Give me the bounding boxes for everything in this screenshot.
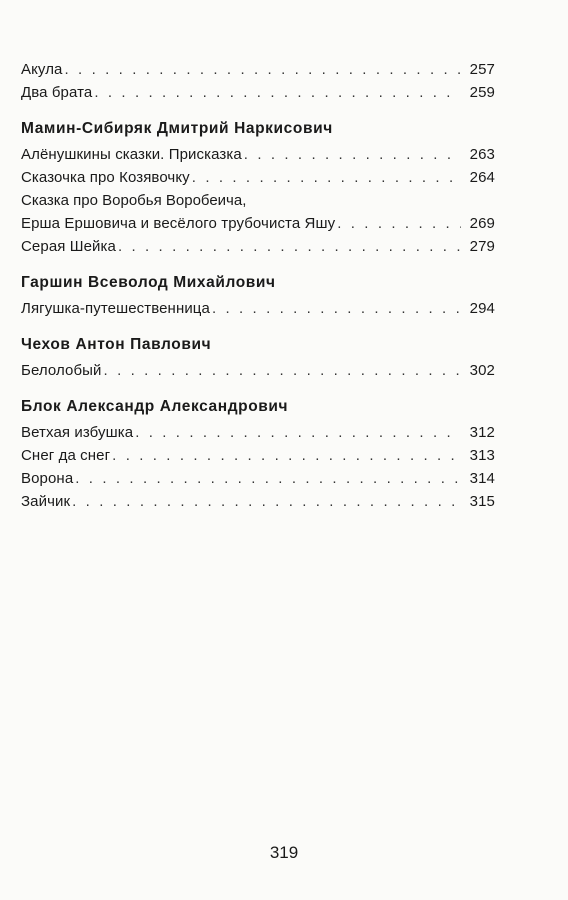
toc-entry-title: Белолобый	[21, 362, 102, 379]
toc-entry-title: Ерша Ершовича и весёлого трубочиста Яшу	[21, 215, 336, 232]
toc-group-tail	[21, 58, 495, 104]
dot-leader	[192, 166, 461, 189]
toc-entry-page: 294	[469, 300, 495, 317]
dot-leader	[75, 467, 461, 490]
toc-entry-title: Зайчик	[21, 493, 71, 510]
toc-entry-title: Ворона	[21, 470, 74, 487]
toc-entry	[21, 467, 495, 490]
toc-entry	[21, 490, 495, 513]
dot-leader	[118, 235, 461, 258]
dot-leader	[104, 359, 461, 382]
page-number: 319	[269, 843, 299, 862]
toc-entry	[21, 143, 495, 166]
toc-entry-title: Лягушка-путешественница	[21, 300, 210, 317]
toc-entry	[21, 81, 495, 104]
toc-entry-page: 315	[469, 493, 495, 510]
toc-entry-page: 312	[469, 424, 495, 441]
toc-entry-title: Алёнушкины сказки. Присказка	[21, 146, 242, 163]
toc-group-blok	[21, 396, 495, 513]
author-heading: Чехов Антон Павлович	[21, 336, 212, 353]
author-heading: Гаршин Всеволод Михайлович	[21, 274, 276, 291]
toc-entry-title: Ветхая избушка	[21, 424, 134, 441]
toc-entry-title: Серая Шейка	[21, 238, 116, 255]
toc-entry	[21, 444, 495, 467]
toc-entry-page: 279	[469, 238, 495, 255]
toc-group-chekhov	[21, 334, 495, 382]
author-heading: Блок Александр Александрович	[21, 398, 289, 415]
toc-entry	[21, 421, 495, 444]
toc-entry-title-line: Сказка про Воробья Воробеича,	[21, 192, 247, 209]
author-heading: Мамин-Сибиряк Дмитрий Наркисович	[21, 120, 333, 137]
toc-entry-page: 257	[469, 61, 495, 78]
dot-leader	[112, 444, 461, 467]
toc-entry	[21, 359, 495, 382]
toc-entry	[21, 212, 495, 235]
toc-entry-title: Два брата	[21, 84, 93, 101]
dot-leader	[135, 421, 461, 444]
toc-entry-page: 302	[469, 362, 495, 379]
toc-entry	[21, 297, 495, 320]
dot-leader	[337, 212, 461, 235]
dot-leader	[72, 490, 461, 513]
toc-entry-title: Акула	[21, 61, 63, 78]
dot-leader	[244, 143, 461, 166]
toc-entry-title: Сказочка про Козявочку	[21, 169, 190, 186]
dot-leader	[212, 297, 461, 320]
toc-entry-title: Снег да снег	[21, 447, 111, 464]
toc-entry	[21, 166, 495, 189]
toc-group-mamin	[21, 118, 495, 258]
table-of-contents	[21, 58, 495, 513]
toc-entry-page: 313	[469, 447, 495, 464]
toc-entry-page: 264	[469, 169, 495, 186]
toc-entry	[21, 235, 495, 258]
toc-group-garshin	[21, 272, 495, 320]
dot-leader	[94, 81, 461, 104]
toc-entry-page: 263	[469, 146, 495, 163]
toc-entry-page: 314	[469, 470, 495, 487]
dot-leader	[65, 58, 461, 81]
toc-entry-page: 269	[469, 215, 495, 232]
toc-entry-page: 259	[469, 84, 495, 101]
toc-entry	[21, 58, 495, 81]
